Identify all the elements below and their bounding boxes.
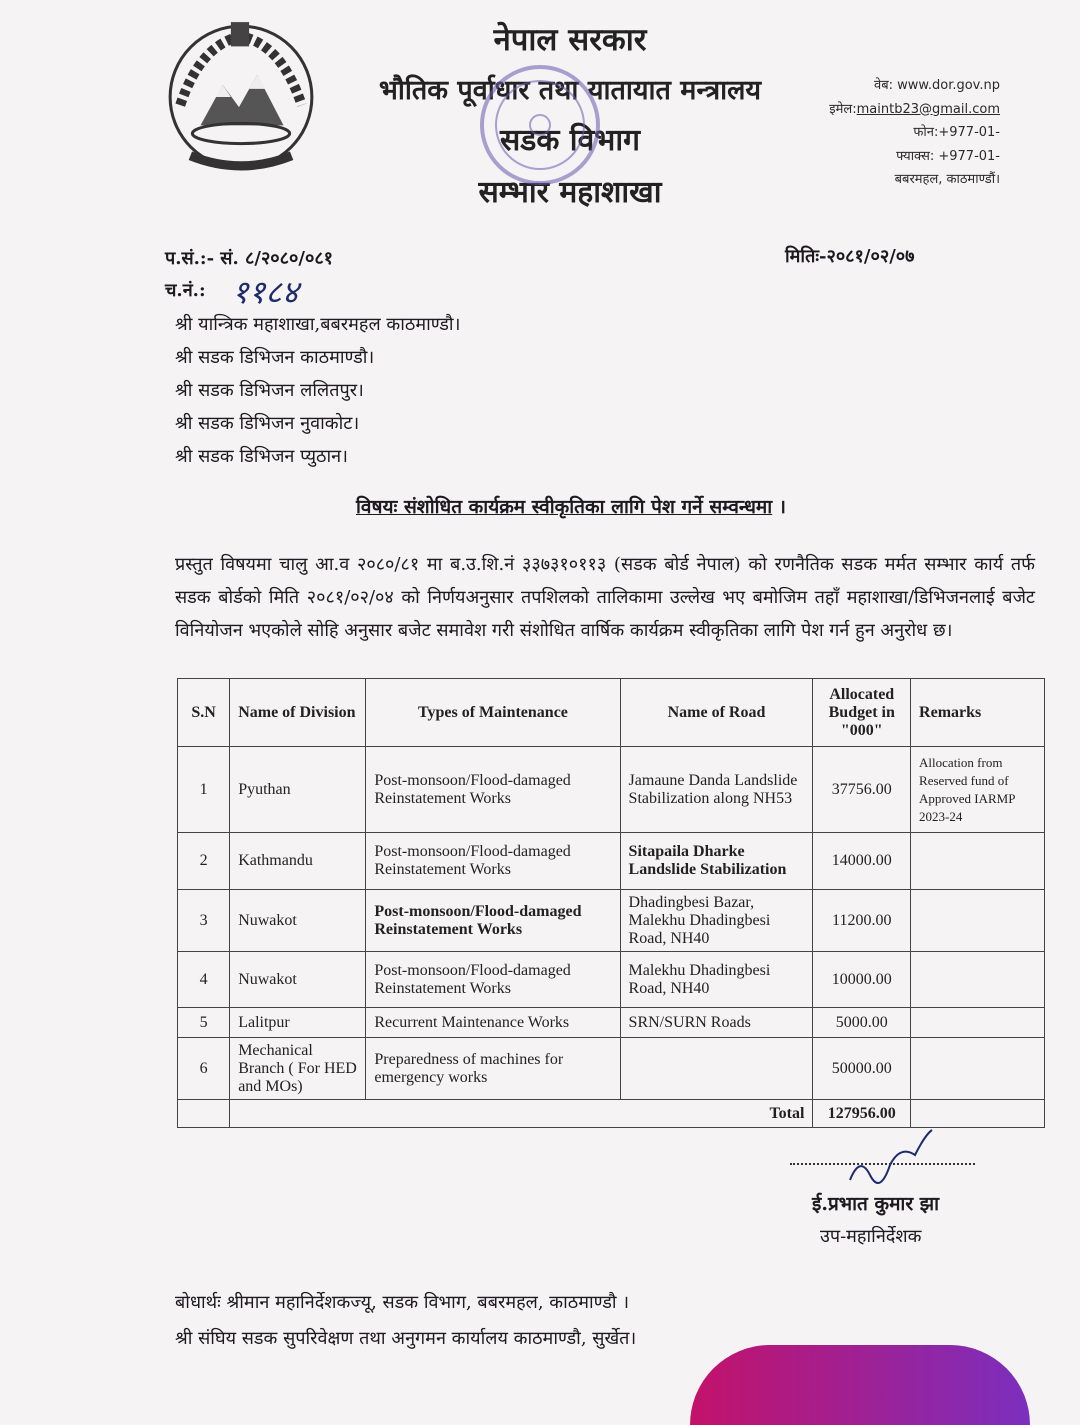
cell-type: Post-monsoon/Flood-damaged Reinstatement Works: [366, 833, 620, 890]
table-row: [178, 1008, 1045, 1038]
recipient-item: श्री यान्त्रिक महाशाखा,बबरमहल काठमाण्डौ।: [175, 314, 461, 335]
recipient-item: श्री सडक डिभिजन नुवाकोट।: [175, 413, 360, 434]
budget-allocation-table: [177, 678, 1045, 1128]
header-sn: S.N: [178, 679, 230, 747]
signatory-title: उप-महानिर्देशक: [820, 1226, 922, 1247]
cell-budget: 37756.00: [813, 747, 911, 833]
cell-sn: 1: [178, 747, 230, 833]
contact-email-label: इमेल:: [829, 101, 857, 117]
cell-division: Nuwakot: [230, 952, 366, 1008]
recipient-item: श्री सडक डिभिजन काठमाण्डौ।: [175, 347, 375, 368]
contact-web: वेब: www.dor.gov.np: [873, 78, 1000, 93]
cell-budget: 5000.00: [813, 1008, 911, 1038]
signatory-name: ई.प्रभात कुमार झा: [812, 1193, 940, 1215]
contact-email-row: [790, 98, 1000, 122]
cell-sn: 6: [178, 1038, 230, 1100]
cc-list: [175, 1285, 636, 1357]
cell-road: Sitapaila Dharke Landslide Stabilization: [620, 833, 813, 890]
signature-scribble-icon: [840, 1125, 940, 1195]
recipient-item: श्री सडक डिभिजन ललितपुर।: [175, 380, 364, 401]
cell-road: [620, 1038, 813, 1100]
table-row: [178, 833, 1045, 890]
cell-budget: 50000.00: [813, 1038, 911, 1100]
cell-remarks: [911, 1038, 1045, 1100]
letter-date: मितिः-२०८१/०२/०७: [785, 246, 915, 267]
cell-division: Mechanical Branch ( For HED and MOs): [230, 1038, 366, 1100]
ministry-title: भौतिक पूर्वाधार तथा यातायात मन्त्रालय: [378, 75, 762, 106]
cell-road: Jamaune Danda Landslide Stabilization along NH53: [620, 747, 813, 833]
cell-road: Dhadingbesi Bazar, Malekhu Dhadingbesi Road, NH40: [620, 890, 813, 952]
cell-remarks: [911, 890, 1045, 952]
recipient-list: [175, 308, 460, 473]
cell-sn: 3: [178, 890, 230, 952]
table-header-row: [178, 679, 1045, 747]
table-row: [178, 747, 1045, 833]
cell-remarks: [911, 833, 1045, 890]
header-division: Name of Division: [230, 679, 366, 747]
dispatch-number-handwritten: ११८४: [232, 273, 299, 311]
cell-division: Pyuthan: [230, 747, 366, 833]
table-total-row: [178, 1100, 1045, 1128]
overlay-gradient-shape: [690, 1345, 1030, 1425]
cell-type: Preparedness of machines for emergency works: [366, 1038, 620, 1100]
cell-budget: 14000.00: [813, 833, 911, 890]
header-type: Types of Maintenance: [366, 679, 620, 747]
department-title: सडक विभाग: [499, 123, 640, 158]
cell-budget: 10000.00: [813, 952, 911, 1008]
office-stamp-icon: [470, 50, 610, 200]
cell-remarks: Allocation from Reserved fund of Approved IARMP 2023-24: [911, 747, 1045, 833]
table-row: [178, 952, 1045, 1008]
contact-email[interactable]: maintb23@gmail.com: [856, 101, 1000, 117]
cell-road: SRN/SURN Roads: [620, 1008, 813, 1038]
recipient-item: श्री सडक डिभिजन प्युठान।: [175, 446, 348, 467]
cell-division: Lalitpur: [230, 1008, 366, 1038]
cell-sn: 4: [178, 952, 230, 1008]
cell-road: Malekhu Dhadingbesi Road, NH40: [620, 952, 813, 1008]
contact-address: बबरमहल, काठमाण्डौं।: [894, 172, 1000, 187]
cell-sn: 5: [178, 1008, 230, 1038]
cell-division: Kathmandu: [230, 833, 366, 890]
header-budget: Allocated Budget in "000": [813, 679, 911, 747]
header-remarks: Remarks: [911, 679, 1045, 747]
cell-remarks: [911, 952, 1045, 1008]
contact-fax: फ्याक्स: +977-01-: [896, 148, 1000, 164]
cell-type: Post-monsoon/Flood-damaged Reinstatement Works: [366, 952, 620, 1008]
cell-budget: 11200.00: [813, 890, 911, 952]
letter-body: प्रस्तुत विषयमा चालु आ.व २०८०/८१ मा ब.उ.शि.नं ३३७३१०११३ (सडक बोर्ड नेपाल) को रणनैतिक सडक मर्मत सम्भार कार्य तर्फ सडक बोर्डको मिति २०८१/०२/०४ को निर्णयअनुसार तपशिलको तालिकामा उल्लेख भए बमोजिम तहाँ महाशाखा/डिभिजनलाई बजेट विनियोजन भएकोले सोहि अनुसार बजेट समावेश गरी संशोधित वार्षिक कार्यक्रम स्वीकृतिका लागि पेश गर्न हुन अनुरोध छ।: [175, 554, 1035, 641]
table-row: [178, 1038, 1045, 1100]
dispatch-label: च.नं.:: [165, 280, 206, 301]
govt-title: नेपाल सरकार: [493, 22, 647, 58]
cell-type: Post-monsoon/Flood-damaged Reinstatement Works: [366, 747, 620, 833]
division-title: सम्भार महाशाखा: [478, 175, 662, 210]
cc-item: श्री संघिय सडक सुपरिवेक्षण तथा अनुगमन कार्यालय काठमाण्डौ, सुर्खेत।: [175, 1328, 637, 1349]
total-label: Total: [230, 1100, 813, 1128]
table-row: [178, 890, 1045, 952]
cell-remarks: [911, 1008, 1045, 1038]
header-road: Name of Road: [620, 679, 813, 747]
cell-sn: 2: [178, 833, 230, 890]
cc-item: बोधार्थः श्रीमान महानिर्देशकज्यू, सडक विभाग, बबरमहल, काठमाण्डौ ।: [175, 1292, 630, 1313]
total-value: 127956.00: [813, 1100, 911, 1128]
subject-text: विषयः संशोधित कार्यक्रम स्वीकृतिका लागि पेश गर्ने सम्वन्धमा: [356, 496, 773, 518]
cell-type: Post-monsoon/Flood-damaged Reinstatement Works: [366, 890, 620, 952]
cell-division: Nuwakot: [230, 890, 366, 952]
contact-phone: फोन:+977-01-: [913, 125, 1000, 140]
letter-subject: विषयः संशोधित कार्यक्रम स्वीकृतिका लागि पेश गर्ने सम्वन्धमा ।: [356, 496, 786, 518]
cell-type: Recurrent Maintenance Works: [366, 1008, 620, 1038]
nepal-emblem-icon: [160, 14, 322, 176]
contact-block: [790, 74, 1000, 192]
letter-reference-number: प.सं.:- सं. ८/२०८०/०८१: [165, 248, 334, 269]
